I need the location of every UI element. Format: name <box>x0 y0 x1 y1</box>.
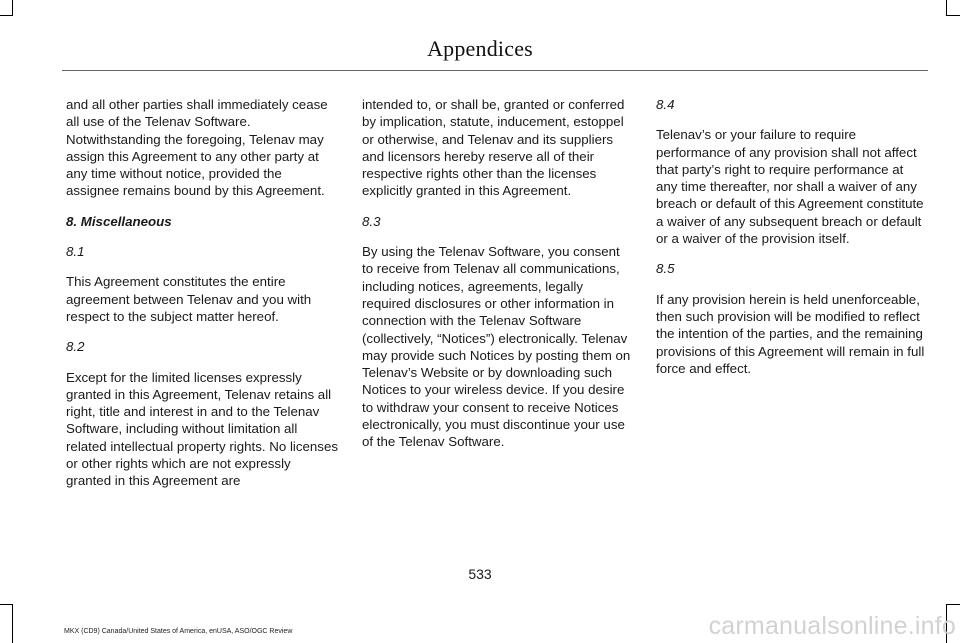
page-number: 533 <box>468 566 492 582</box>
body-paragraph: By using the Telenav Software, you consent to receive from Telenav all communications, including notices, agreements, legally required disclosures or other information in connection with the Telenav Software (collectively, “Notices”) electronically. Telenav may provide such Notices by posting them on Telenav’s Website or by downloading such Notices to your wireless device. If you desire to withdraw your consent to receive Notices electronically, you must discontinue your use of the Telenav Software. <box>362 244 631 450</box>
header-rule <box>62 70 928 71</box>
body-paragraph: If any provision herein is held unenforceable, then such provision will be modified to reflect the intention of the parties, and the remaining provisions of this Agreement will remain in full force and effect. <box>656 291 925 376</box>
text-column-3 <box>656 96 928 390</box>
body-paragraph: intended to, or shall be, granted or conferred by implication, statute, inducement, estoppel or otherwise, and Telenav and its suppliers and licensors hereby reserve all of their respective rights other than the licenses explicitly granted in this Agreement. <box>362 97 625 199</box>
crop-mark-bottom-left-v <box>12 604 13 643</box>
clause-number: 8.1 <box>66 244 85 260</box>
document-id: MKX (CD9) Canada/United States of America, enUSA, ASO/OGC Review <box>64 628 293 635</box>
clause-number: 8.4 <box>656 97 675 112</box>
body-paragraph: This Agreement constitutes the entire agreement between Telenav and you with respect to the subject matter hereof. <box>66 274 312 324</box>
clause-number: 8.3 <box>362 213 381 229</box>
crop-mark-top-left-v <box>12 0 13 16</box>
crop-mark-bottom-left-h <box>0 604 13 605</box>
page-title: Appendices <box>427 36 533 61</box>
watermark: carmanualsonline.info <box>708 612 956 640</box>
body-paragraph: Except for the limited licenses expressly granted in this Agreement, Telenav retains all right, title and interest in and to the Telenav Software, including without limitation all related intellectual property rights. No licenses or other rights which are not expressly granted in this Agreement are <box>66 369 338 489</box>
crop-mark-bottom-right-h <box>946 604 960 605</box>
crop-mark-top-left-h <box>0 15 13 16</box>
text-column-2 <box>362 96 634 464</box>
section-heading: 8. Miscellaneous <box>66 213 172 229</box>
body-paragraph: and all other parties shall immediately cease all use of the Telenav Software. Notwithstanding the foregoing, Telenav may assign this Agreement to any other party at any time without notice, provided the assignee remains bound by this Agreement. <box>66 97 328 199</box>
crop-mark-top-right-h <box>946 15 960 16</box>
body-paragraph: Telenav’s or your failure to require performance of any provision shall not affect that party’s right to require performance at any time thereafter, nor shall a waiver of any breach or default of this Agreement constitute a waiver of any subsequent breach or default or a waiver of the provision itself. <box>656 127 924 247</box>
clause-number: 8.5 <box>656 261 675 277</box>
crop-mark-top-right-v <box>946 0 947 16</box>
text-column-1 <box>66 96 338 503</box>
clause-number: 8.2 <box>66 339 85 355</box>
